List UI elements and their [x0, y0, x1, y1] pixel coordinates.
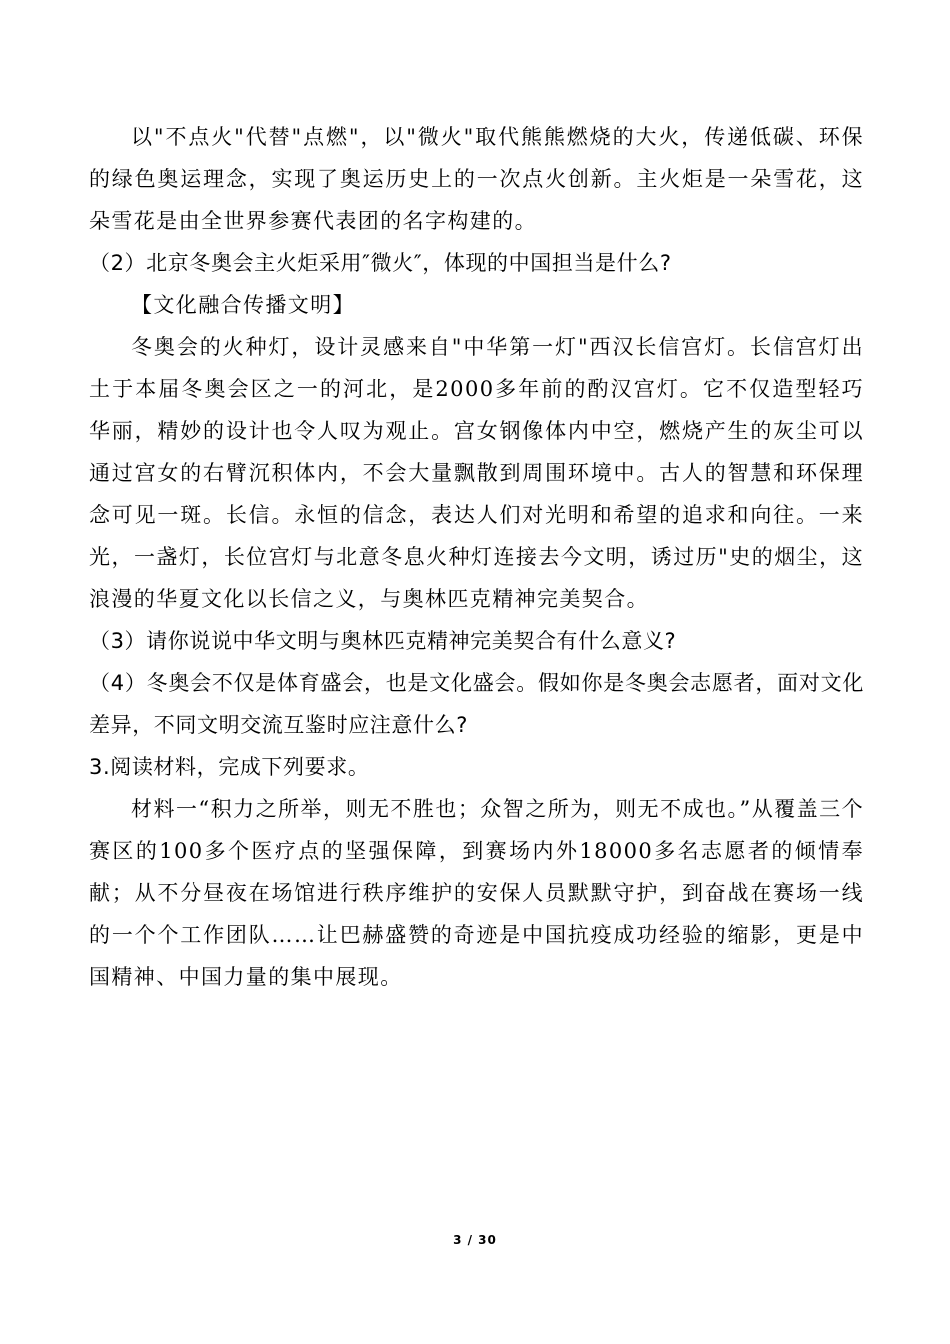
paragraph-material-one: 材料一“积力之所举，则无不胜也；众智之所为，则无不成也。”从覆盖三个赛区的100多个医疗点的坚强保障，到赛场内外18000多名志愿者的倾情奉献；从不分昼夜在场馆进行秩序维护的安保人员默默守护，到奋战在赛场一线的一个个工作团队……让巴赫盛赞的奇迹是中国抗疫成功经验的缩影，更是中国精神、中国力量的集中展现。 — [89, 797, 864, 989]
question-heading-3: 3.阅读材料，完成下列要求。 — [89, 755, 370, 779]
paragraph-micro-fire: 以"不点火"代替"点燃"，以"微火"取代熊熊燃烧的大火，传递低碳、环保的绿色奥运理念，实现了奥运历史上的一次点火创新。主火炬是一朵雪花，这朵雪花是由全世界参赛代表团的名字构建的。 — [89, 125, 864, 233]
section-heading-culture: 【文化融合传播文明】 — [131, 293, 355, 317]
question-4: （4）冬奥会不仅是体育盛会，也是文化盛会。假如你是冬奥会志愿者，面对文化差异，不同文明交流互鉴时应注意什么? — [89, 671, 864, 737]
paragraph-palace-lamp: 冬奥会的火种灯，设计灵感来自"中华第一灯"西汉长信宫灯。长信宫灯出土于本届冬奥会区之一的河北，是2000多年前的酌汉宫灯。它不仅造型轻巧华丽，精妙的设计也令人叹为观止。宫女钢像体内中空，燃烧产生的灰尘可以通过宫女的右臂沉积体内，不会大量飘散到周围环境中。古人的智慧和环保理念可见一斑。长信。永恒的信念，表达人们对光明和希望的追求和向往。一来光，一盏灯，长位宫灯与北意冬息火种灯连接去今文明，诱过历"史的烟尘，这浪漫的华夏文化以长信之义，与奥林匹克精神完美契合。 — [89, 335, 864, 611]
question-2: （2）北京冬奥会主火炬采用″微火″，体现的中国担当是什么? — [89, 251, 672, 275]
document-body — [89, 116, 864, 998]
page-number: 3 / 30 — [453, 1233, 497, 1247]
question-3: （3）请你说说中华文明与奥林匹克精神完美契合有什么意义? — [89, 629, 677, 653]
